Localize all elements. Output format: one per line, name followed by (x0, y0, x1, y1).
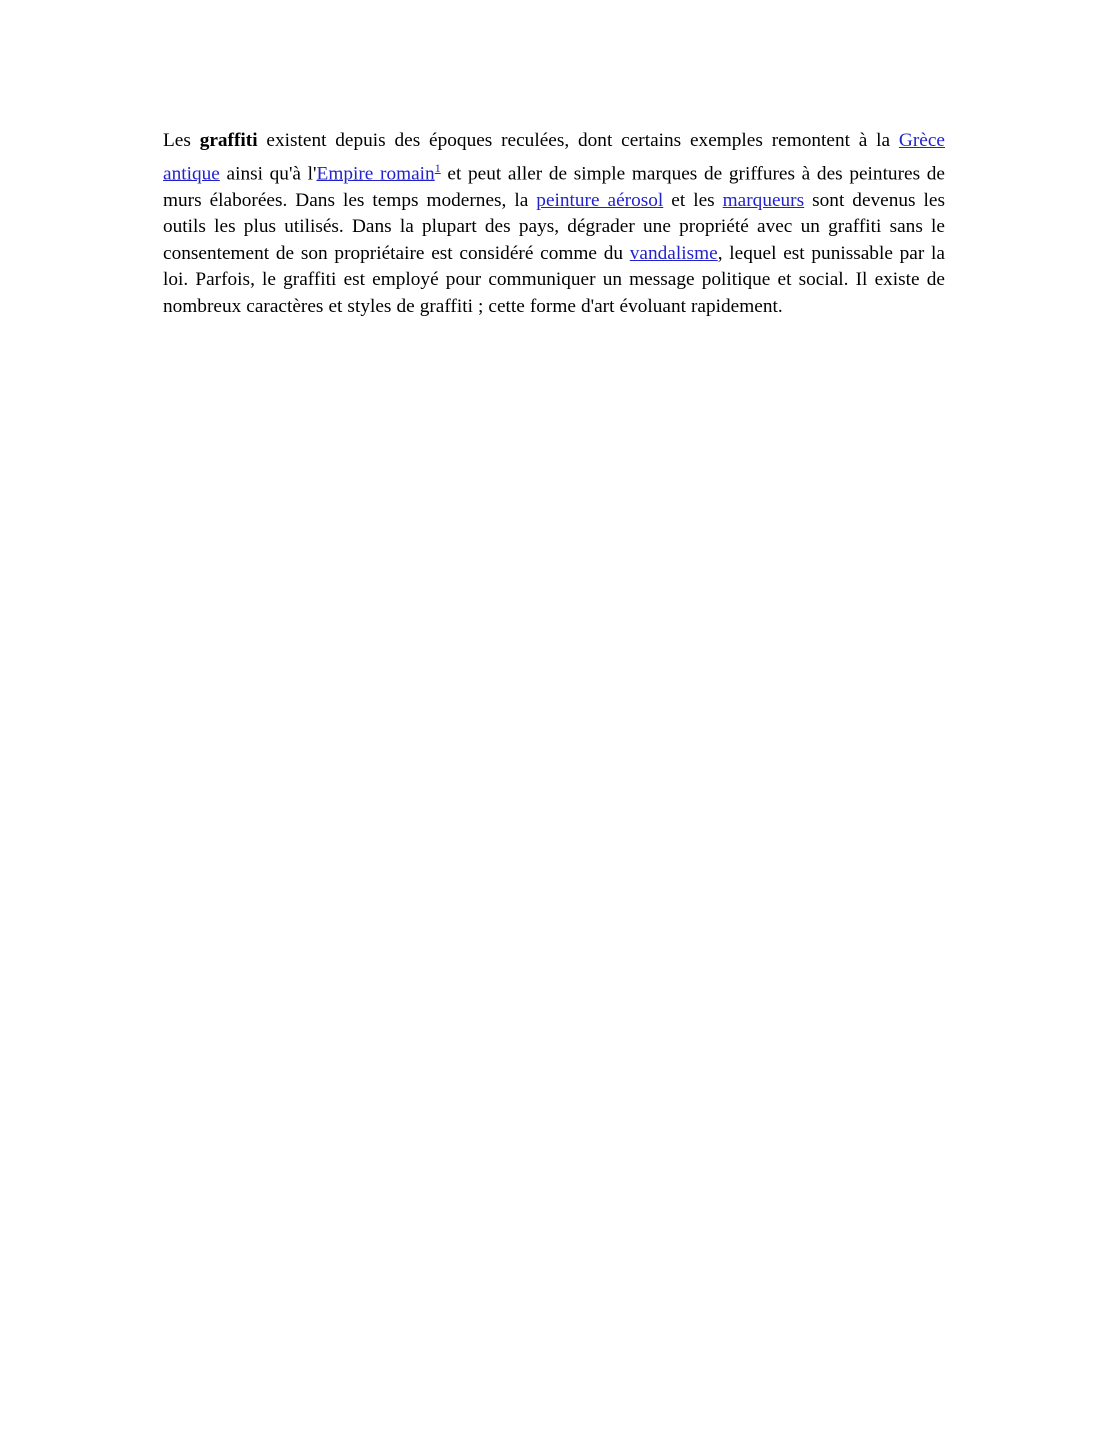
text-segment: et les (663, 189, 723, 211)
text-segment: , lequel est punissable par la loi. Parfois, le graffiti est employé pour communiquer un message politique et social. Il existe de nombreux caractères et styles de graffiti ; cette forme d'art évoluant rapidement. (163, 242, 945, 317)
link-vandalisme[interactable]: vandalisme (629, 242, 718, 264)
bold-term-graffiti: graffiti (199, 130, 258, 151)
link-peinture-aerosol[interactable]: peinture aérosol (536, 189, 664, 211)
text-segment: existent depuis des époques reculées, dont certains exemples remontent à la (257, 130, 899, 151)
text-segment: ainsi qu'à l' (219, 163, 317, 185)
text-segment: Les (163, 130, 200, 151)
text-segment: sont devenus les outils les plus utilisés. Dans la plupart des pays, dégrader une propriété avec un graffiti sans le consentement de son propriétaire est considéré comme du (163, 189, 945, 264)
link-grece-antique[interactable]: Grèce antique (163, 130, 945, 185)
footnote-reference-1[interactable]: 1 (434, 160, 441, 175)
link-empire-romain[interactable]: Empire romain (316, 163, 435, 185)
text-segment: et peut aller de simple marques de griffures à des peintures de murs élaborées. Dans les temps modernes, la (163, 163, 945, 211)
document-content (163, 128, 945, 321)
link-marqueurs[interactable]: marqueurs (722, 189, 805, 211)
intro-paragraph (163, 128, 945, 321)
